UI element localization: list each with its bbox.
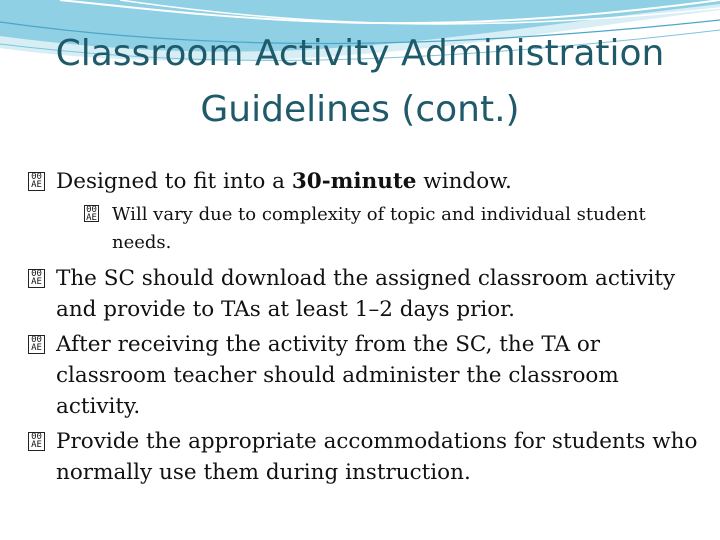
bullet-text: window. [416, 169, 512, 194]
bullet-list [28, 166, 698, 492]
missing-glyph-icon: 00 AE [28, 432, 45, 451]
missing-glyph-icon: 00 AE [84, 205, 99, 222]
bullet-bold-text: 30-minute [291, 169, 417, 194]
bullet-item [28, 166, 698, 197]
slide-title [0, 26, 720, 138]
bullet-text: After receiving the activity from the SC, the TA or classroom teacher should administer the classroom activity. [56, 332, 619, 419]
title-line-2: Guidelines (cont.) [200, 89, 520, 130]
bullet-text: The SC should download the assigned classroom activity and provide to TAs at least 1–2 days prior. [56, 266, 676, 322]
missing-glyph-icon: 00 AE [28, 335, 45, 354]
title-line-1: Classroom Activity Administration [55, 33, 665, 74]
missing-glyph-icon: 00 AE [28, 269, 45, 288]
sub-bullet-text: Will vary due to complexity of topic and individual student needs. [112, 204, 646, 253]
bullet-item [28, 263, 698, 325]
sub-bullet-item [28, 201, 698, 257]
bullet-text: Provide the appropriate accommodations for students who normally use them during instruction. [56, 429, 698, 485]
bullet-item [28, 329, 698, 422]
bullet-text: Designed to fit into a [56, 169, 292, 194]
bullet-item [28, 426, 698, 488]
missing-glyph-icon: 00 AE [28, 172, 45, 191]
